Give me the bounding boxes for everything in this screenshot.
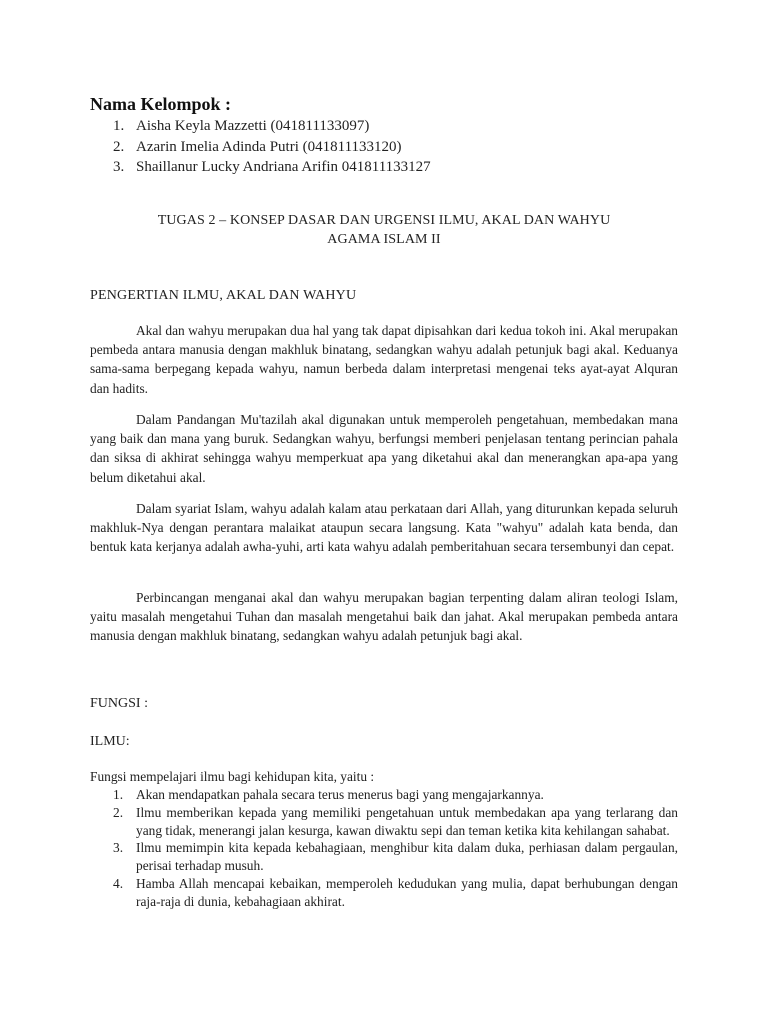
function-item (113, 804, 678, 840)
member-name: Aisha Keyla Mazzetti (041811133097) (136, 118, 370, 134)
function-text: Akan mendapatkan pahala secara terus menerus bagi yang mengajarkannya. (136, 787, 544, 802)
function-item (113, 839, 678, 875)
member-list (113, 116, 431, 178)
member-item (113, 116, 431, 137)
function-item (113, 786, 678, 804)
title-line-1: TUGAS 2 – KONSEP DASAR DAN URGENSI ILMU, AKAL DAN WAHYU (157, 213, 611, 228)
function-number: 3. (113, 840, 124, 856)
paragraph-2: Dalam Pandangan Mu'tazilah akal digunakan untuk memperoleh pengetahuan, membedakan mana yang baik dan mana yang buruk. Sedangkan wahyu, berfungsi memberi penjelasan tentang perincian pahala dan siksa di akhirat sehingga wahyu memperkuat apa yang diketahui akal dan menerangkan apa-apa yang belum diketahui akal. (90, 412, 678, 485)
group-heading: Nama Kelompok : (90, 94, 231, 114)
function-text: Ilmu memberikan kepada yang memiliki pengetahuan untuk membedakan apa yang terlarang dan yang tidak, menerangi jalan kesurga, kawan diwaktu sepi dan teman ketika kita kehilangan sahabat. (136, 804, 678, 838)
function-intro: Fungsi mempelajari ilmu bagi kehidupan kita, yaitu : (90, 769, 375, 784)
member-name: Azarin Imelia Adinda Putri (041811133120) (136, 138, 402, 155)
member-number: 1. (113, 118, 125, 134)
function-text: Ilmu memimpin kita kepada kebahagiaan, menghibur kita dalam duka, perhiasan dalam pergaulan, perisai terhadap musuh. (136, 840, 678, 874)
paragraph-4: Perbincangan menganai akal dan wahyu merupakan bagian terpenting dalam aliran teologi Islam, yaitu masalah mengetahui Tuhan dan masalah mengetahui baik dan jahat. Akal merupakan pembeda antara manusia dengan makhluk binatang, sedangkan wahyu adalah petunjuk bagi akal. (90, 590, 678, 644)
member-number: 2. (113, 138, 125, 155)
function-number: 2. (113, 804, 124, 820)
function-number: 4. (113, 875, 124, 891)
section-heading-fungsi: FUNGSI : (90, 696, 148, 711)
function-number: 1. (113, 787, 124, 802)
function-text: Hamba Allah mencapai kebaikan, memperoleh kedudukan yang mulia, dapat berhubungan dengan raja-raja di dunia, kebahagiaan akhirat. (136, 875, 678, 909)
subheading-ilmu: ILMU: (90, 734, 130, 749)
function-list (113, 786, 678, 911)
paragraph-1: Akal dan wahyu merupakan dua hal yang tak dapat dipisahkan dari kedua tokoh ini. Akal merupakan pembeda antara manusia dengan makhluk binatang, sedangkan wahyu adalah petunjuk bagi akal. Keduanya sama-sama berpegang kepada wahyu, namun berbeda dalam interpretasi mengenai teks ayat-ayat Alquran dan hadits. (90, 323, 678, 396)
paragraph-3: Dalam syariat Islam, wahyu adalah kalam atau perkataan dari Allah, yang diturunkan kepada seluruh makhluk-Nya dengan perantara malaikat ataupun secara langsung. Kata "wahyu" adalah kata benda, dan bentuk kata kerjanya adalah awha-yuhi, arti kata wahyu adalah pemberitahuan secara tersembunyi dan cepat. (90, 501, 678, 555)
member-item (113, 137, 431, 158)
member-number: 3. (113, 159, 125, 175)
section-heading-pengertian: PENGERTIAN ILMU, AKAL DAN WAHYU (90, 288, 357, 303)
document-title (90, 211, 678, 249)
member-item (113, 157, 431, 178)
member-name: Shaillanur Lucky Andriana Arifin 041811133127 (136, 159, 431, 175)
function-item (113, 875, 678, 911)
title-line-2: AGAMA ISLAM II (327, 232, 441, 247)
